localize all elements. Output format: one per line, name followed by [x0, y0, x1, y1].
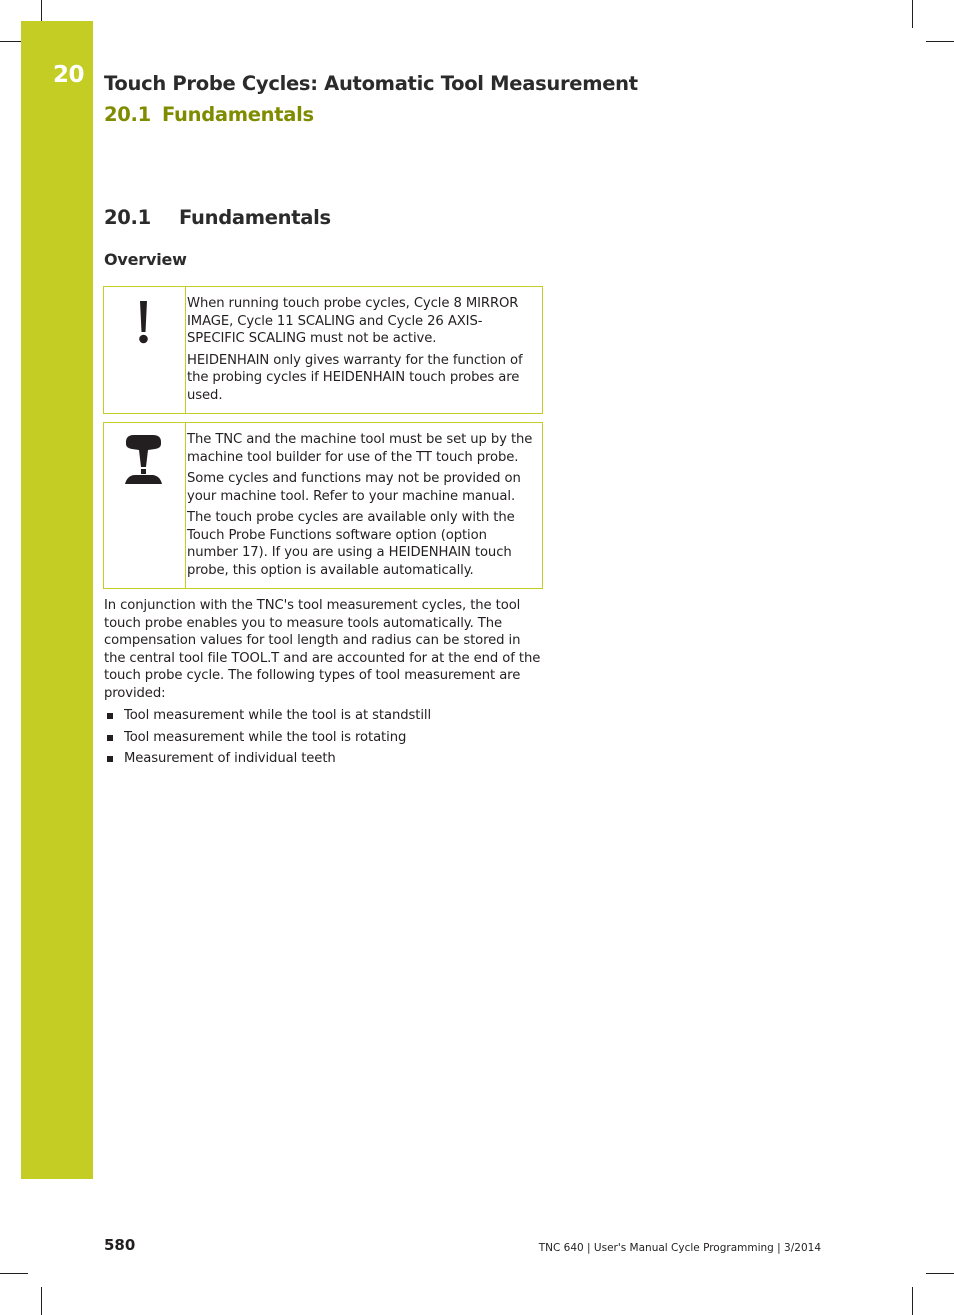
note-divider [185, 287, 186, 413]
note-paragraph: When running touch probe cycles, Cycle 8 MIRROR IMAGE, Cycle 11 SCALING and Cycle 26 AXIS-SPECIFIC SCALING must not be active. [187, 296, 519, 346]
body-paragraph: In conjunction with the TNC's tool measurement cycles, the tool touch probe enables you to measure tools automatically. The compensation values for tool length and radius can be stored in the central tool file TOOL.T and are accounted for at the end of the touch probe cycle. The following types of tool measurement are provided: [104, 598, 541, 701]
list-item-text: Measurement of individual teeth [124, 751, 336, 766]
crop-mark [912, 0, 913, 28]
note-paragraph: The TNC and the machine tool must be set up by the machine tool builder for use of the TT touch probe. [187, 432, 533, 465]
crop-mark [41, 0, 42, 21]
list-item-text: Tool measurement while the tool is rotating [124, 729, 407, 745]
crop-mark [926, 1273, 954, 1274]
footer-text: TNC 640 | User's Manual Cycle Programming | 3/2014 [538, 1242, 821, 1254]
bullet-square-icon [107, 713, 113, 719]
list-item-text: Tool measurement while the tool is at standstill [124, 708, 432, 723]
crop-mark [912, 1287, 913, 1315]
machine-note-text [187, 423, 534, 588]
running-header-section-number: 20.1 [104, 103, 151, 126]
warning-note-text [187, 287, 534, 413]
bullet-list [104, 707, 544, 772]
chapter-number: 20 [53, 62, 85, 88]
running-header-section-title: Fundamentals [162, 103, 314, 126]
page-number: 580 [104, 1236, 136, 1254]
list-item [104, 750, 544, 768]
crop-mark [0, 41, 21, 42]
warning-exclamation-icon [104, 287, 185, 361]
running-header-section [104, 103, 314, 126]
note-paragraph: Some cycles and functions may not be provided on your machine tool. Refer to your machine manual. [187, 471, 521, 504]
machine-dependent-icon [104, 423, 185, 497]
chapter-side-bar [21, 21, 93, 1179]
note-paragraph: HEIDENHAIN only gives warranty for the function of the probing cycles if HEIDENHAIN touch probes are used. [187, 352, 523, 403]
section-heading [104, 206, 331, 229]
crop-mark [926, 41, 954, 42]
section-number: 20.1 [104, 206, 151, 229]
running-header-title: Touch Probe Cycles: Automatic Tool Measurement [104, 72, 638, 95]
note-paragraph: The touch probe cycles are available only with the Touch Probe Functions software option (option number 17). If you are using a HEIDENHAIN touch probe, this option is available automatically. [187, 510, 515, 578]
bullet-square-icon [107, 756, 113, 762]
crop-mark [0, 1273, 28, 1274]
section-title: Fundamentals [179, 206, 331, 229]
list-item [104, 707, 544, 725]
machine-note-box [103, 422, 543, 589]
crop-mark [41, 1287, 42, 1315]
list-item [104, 729, 544, 747]
note-divider [185, 423, 186, 588]
subheading-overview: Overview [104, 250, 187, 269]
bullet-square-icon [107, 735, 113, 741]
warning-note-box [103, 286, 543, 414]
